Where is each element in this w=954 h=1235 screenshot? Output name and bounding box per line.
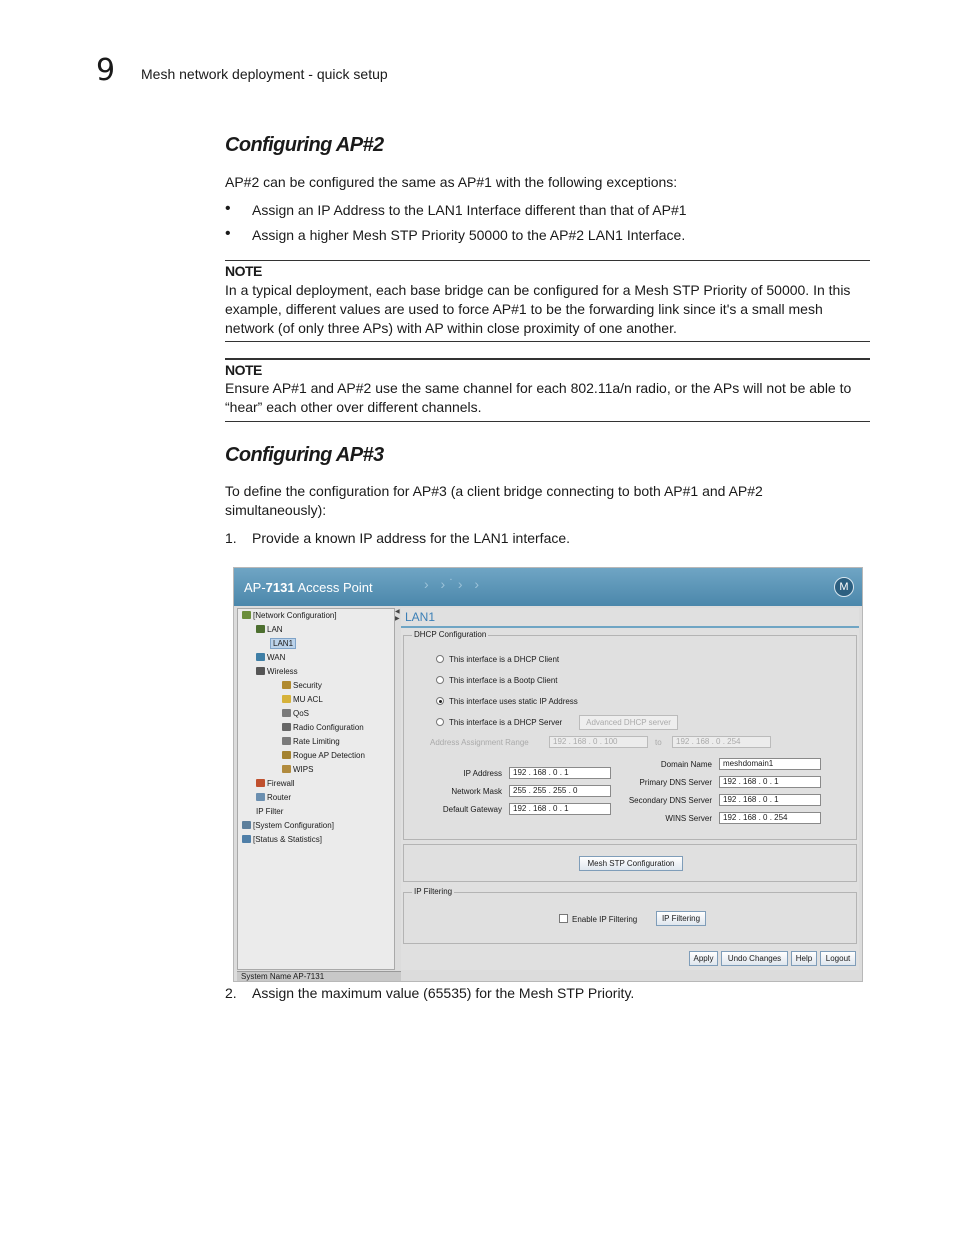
radio-icon — [282, 723, 291, 731]
tree-item-lan1[interactable]: LAN1 — [270, 639, 296, 648]
enable-ip-filtering-checkbox[interactable]: Enable IP Filtering — [559, 914, 637, 924]
app-title-prefix: AP- — [244, 580, 266, 595]
mesh-stp-group — [403, 844, 857, 882]
acl-icon — [282, 695, 291, 703]
wireless-icon — [256, 667, 265, 675]
wins-server-label: WINS Server — [665, 814, 712, 823]
heading-configuring-ap2: Configuring AP#2 — [225, 134, 384, 156]
note-text: Ensure AP#1 and AP#2 use the same channel for each 802.11a/n radio, or the APs will not be able to “hear” each other over different channels. — [225, 380, 852, 415]
note-top-rule — [225, 260, 870, 261]
apply-button[interactable]: Apply — [689, 951, 718, 966]
rogue-icon — [282, 751, 291, 759]
note-bottom-rule — [225, 421, 870, 422]
app-title — [244, 580, 373, 595]
tree-item-router[interactable]: Router — [256, 793, 291, 802]
step-number: 2. — [225, 985, 237, 1001]
firewall-icon — [256, 779, 265, 787]
rate-icon — [282, 737, 291, 745]
app-title-suffix: Access Point — [294, 580, 373, 595]
header-decoration: › ›˙› › — [424, 576, 484, 592]
radio-icon[interactable] — [436, 655, 444, 663]
group-label: DHCP Configuration — [414, 630, 487, 639]
network-mask-label: Network Mask — [451, 787, 502, 796]
step-number: 1. — [225, 530, 237, 546]
navigation-tree — [237, 608, 395, 970]
tree-item-rogue-ap-detection[interactable]: Rogue AP Detection — [282, 751, 365, 760]
address-range-to-label: to — [655, 738, 662, 747]
wips-icon — [282, 765, 291, 773]
ip-address-field[interactable]: 192 . 168 . 0 . 1 — [509, 767, 611, 779]
radio-dhcp-server[interactable]: This interface is a DHCP Server — [436, 718, 562, 727]
motorola-logo-icon: M — [834, 577, 854, 597]
bullet-text: Assign a higher Mesh STP Priority 50000 to the AP#2 LAN1 Interface. — [252, 227, 686, 243]
note-text: In a typical deployment, each base bridge can be configured for a Mesh STP Priority of 50000. In this example, different values are used to force AP#1 to be the forwarding link since it's a small mesh network (of only three APs) with AP within close proximity of one another. — [225, 282, 851, 336]
panel-splitter[interactable]: ◀ ▶ — [395, 609, 400, 622]
lan1-panel — [401, 608, 859, 970]
address-range-label: Address Assignment Range — [430, 738, 529, 747]
default-gateway-field[interactable]: 192 . 168 . 0 . 1 — [509, 803, 611, 815]
tree-item-ip-filter[interactable]: IP Filter — [256, 807, 284, 816]
secondary-dns-field[interactable]: 192 . 168 . 0 . 1 — [719, 794, 821, 806]
system-icon — [242, 821, 251, 829]
bullet-icon: • — [225, 200, 231, 217]
ap3-intro: To define the configuration for AP#3 (a client bridge connecting to both AP#1 and AP#2 simultaneously): — [225, 483, 763, 518]
stats-icon — [242, 835, 251, 843]
ap7131-screenshot — [233, 567, 863, 982]
dhcp-configuration-group — [403, 630, 857, 840]
default-gateway-label: Default Gateway — [442, 805, 502, 814]
tree-item-qos[interactable]: QoS — [282, 709, 309, 718]
group-label: IP Filtering — [414, 887, 453, 896]
primary-dns-field[interactable]: 192 . 168 . 0 . 1 — [719, 776, 821, 788]
app-title-model: 7131 — [265, 580, 295, 595]
running-title: Mesh network deployment - quick setup — [141, 66, 388, 82]
tree-item-security[interactable]: Security — [282, 681, 322, 690]
mesh-stp-configuration-button[interactable]: Mesh STP Configuration — [579, 856, 683, 871]
primary-dns-label: Primary DNS Server — [639, 778, 712, 787]
network-icon — [242, 611, 251, 619]
checkbox-icon[interactable] — [559, 914, 568, 923]
heading-configuring-ap3: Configuring AP#3 — [225, 444, 384, 466]
radio-bootp-client[interactable]: This interface is a Bootp Client — [436, 676, 558, 685]
help-button[interactable]: Help — [791, 951, 817, 966]
lan-icon — [256, 625, 265, 633]
logout-button[interactable]: Logout — [820, 951, 856, 966]
ap2-intro: AP#2 can be configured the same as AP#1 with the following exceptions: — [225, 174, 678, 190]
domain-name-field[interactable]: meshdomain1 — [719, 758, 821, 770]
network-mask-field[interactable]: 255 . 255 . 255 . 0 — [509, 785, 611, 797]
tree-item-network-configuration[interactable]: [Network Configuration] — [242, 611, 337, 620]
ip-address-label: IP Address — [463, 769, 502, 778]
step-text: Assign the maximum value (65535) for the Mesh STP Priority. — [252, 985, 635, 1001]
address-range-to-field[interactable]: 192 . 168 . 0 . 254 — [672, 736, 771, 748]
tree-item-mu-acl[interactable]: MU ACL — [282, 695, 323, 704]
ip-filtering-button[interactable]: IP Filtering — [656, 911, 706, 926]
router-icon — [256, 793, 265, 801]
note-top-rule — [225, 358, 870, 360]
note-bottom-rule — [225, 341, 870, 342]
radio-icon[interactable] — [436, 676, 444, 684]
tree-item-wips[interactable]: WIPS — [282, 765, 313, 774]
status-bar: System Name AP-7131 — [237, 971, 401, 982]
undo-changes-button[interactable]: Undo Changes — [721, 951, 788, 966]
wan-icon — [256, 653, 265, 661]
tree-item-rate-limiting[interactable]: Rate Limiting — [282, 737, 340, 746]
secondary-dns-label: Secondary DNS Server — [628, 796, 712, 805]
radio-dhcp-client[interactable]: This interface is a DHCP Client — [436, 655, 559, 664]
radio-icon[interactable] — [436, 718, 444, 726]
chapter-number: 9 — [96, 53, 116, 88]
tree-item-status-statistics[interactable]: [Status & Statistics] — [242, 835, 322, 844]
note-label: NOTE — [225, 362, 262, 378]
radio-selected-icon[interactable] — [436, 697, 444, 705]
ip-filtering-group — [403, 887, 857, 944]
step-text: Provide a known IP address for the LAN1 interface. — [252, 530, 571, 546]
address-range-from-field[interactable]: 192 . 168 . 0 . 100 — [549, 736, 648, 748]
wins-server-field[interactable]: 192 . 168 . 0 . 254 — [719, 812, 821, 824]
advanced-dhcp-server-button[interactable]: Advanced DHCP server — [579, 715, 678, 730]
tree-item-wan[interactable]: WAN — [256, 653, 285, 662]
panel-title: LAN1 — [405, 610, 436, 624]
tree-item-system-configuration[interactable]: [System Configuration] — [242, 821, 334, 830]
bullet-icon: • — [225, 225, 231, 242]
qos-icon — [282, 709, 291, 717]
security-icon — [282, 681, 291, 689]
tree-item-radio-configuration[interactable]: Radio Configuration — [282, 723, 364, 732]
bullet-text: Assign an IP Address to the LAN1 Interface different than that of AP#1 — [252, 202, 687, 218]
panel-title-rule — [401, 626, 859, 628]
tree-item-firewall[interactable]: Firewall — [256, 779, 295, 788]
tree-item-lan[interactable]: LAN — [256, 625, 283, 634]
radio-static-ip[interactable]: This interface uses static IP Address — [436, 697, 578, 706]
note-label: NOTE — [225, 263, 262, 279]
tree-item-wireless[interactable]: Wireless — [256, 667, 298, 676]
app-header — [234, 568, 862, 606]
domain-name-label: Domain Name — [660, 760, 712, 769]
